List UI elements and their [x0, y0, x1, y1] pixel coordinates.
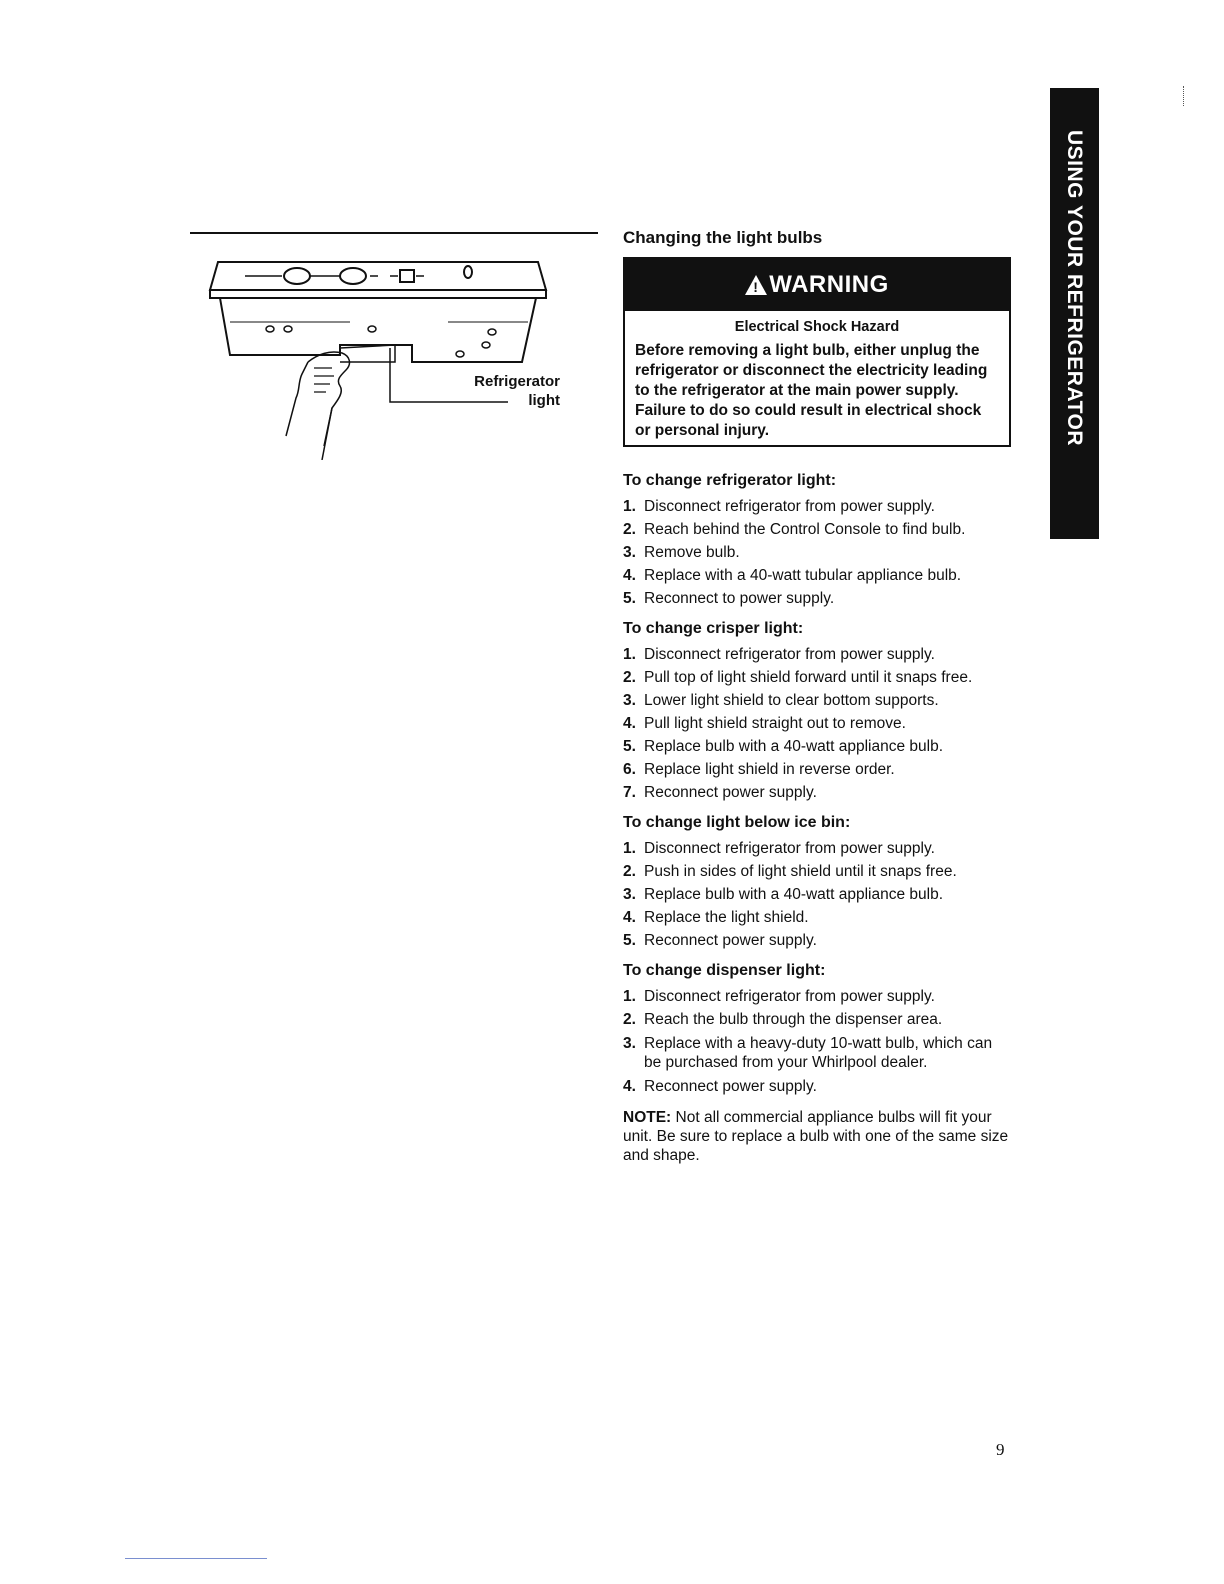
ice-bin-light-heading: To change light below ice bin: [623, 814, 851, 831]
list-item [623, 929, 1013, 952]
step-text: Reconnect to power supply. [644, 590, 835, 607]
note-text: Not all commercial appliance bulbs will fit your unit. Be sure to replace a bulb with one of the same size and shape. [623, 1109, 1009, 1164]
step-text: Disconnect refrigerator from power supply. [644, 840, 935, 857]
step-number: 4. [623, 909, 636, 926]
note-paragraph [623, 1108, 1013, 1165]
refrigerator-light-steps [623, 495, 1013, 610]
list-item [623, 643, 1013, 666]
list-item [623, 985, 1013, 1008]
list-item [623, 906, 1013, 929]
list-item [623, 541, 1013, 564]
step-number: 2. [623, 863, 636, 880]
scan-mark [1183, 86, 1185, 106]
instructions [623, 472, 1013, 1165]
list-item [623, 666, 1013, 689]
crisper-light-steps [623, 643, 1013, 804]
figure-label-line2: light [528, 392, 560, 409]
note-label: NOTE: [623, 1109, 672, 1126]
step-number: 3. [623, 692, 636, 709]
list-item [623, 564, 1013, 587]
warning-subtitle: Electrical Shock Hazard [734, 319, 900, 335]
step-number: 6. [623, 761, 636, 778]
step-text: Remove bulb. [644, 544, 740, 561]
list-item [623, 758, 1013, 781]
step-number: 1. [623, 988, 636, 1005]
refrigerator-light-heading: To change refrigerator light: [623, 472, 837, 489]
section-side-tab [1050, 88, 1099, 539]
step-text: Replace the light shield. [644, 909, 809, 926]
step-number: 1. [623, 840, 636, 857]
step-text: Replace bulb with a 40-watt appliance bulb. [644, 886, 943, 903]
step-text: Replace light shield in reverse order. [644, 761, 895, 778]
step-text: Reconnect power supply. [644, 1078, 817, 1095]
warning-box [623, 257, 1011, 447]
dispenser-light-steps [623, 985, 1013, 1098]
list-item [623, 518, 1013, 541]
list-item [623, 860, 1013, 883]
step-text: Reconnect power supply. [644, 784, 817, 801]
list-item [623, 735, 1013, 758]
step-text: Reconnect power supply. [644, 932, 817, 949]
step-text: Disconnect refrigerator from power supply. [644, 988, 935, 1005]
step-number: 7. [623, 784, 636, 801]
step-text: Lower light shield to clear bottom supports. [644, 692, 939, 709]
list-item [623, 495, 1013, 518]
section-title: Changing the light bulbs [623, 228, 823, 247]
step-text: Pull top of light shield forward until it snaps free. [644, 669, 973, 686]
step-text: Replace with a heavy-duty 10-watt bulb, which can be purchased from your Whirlpool dealer. [644, 1035, 993, 1071]
step-number: 5. [623, 590, 636, 607]
step-number: 2. [623, 1011, 636, 1028]
warning-text: Before removing a light bulb, either unplug the refrigerator or disconnect the electricity leading to the refrigerator at the main power supply. Failure to do so could result in electrical shock or personal injury. [635, 342, 988, 439]
step-text: Replace bulb with a 40-watt appliance bulb. [644, 738, 943, 755]
list-item [623, 883, 1013, 906]
step-number: 5. [623, 738, 636, 755]
step-number: 4. [623, 567, 636, 584]
step-text: Replace with a 40-watt tubular appliance bulb. [644, 567, 962, 584]
step-number: 5. [623, 932, 636, 949]
side-tab-text: USING YOUR REFRIGERATOR [1063, 129, 1086, 447]
step-number: 1. [623, 498, 636, 515]
figure-label-line1: Refrigerator [474, 373, 560, 390]
crisper-light-heading: To change crisper light: [623, 620, 804, 637]
list-item [623, 689, 1013, 712]
dispenser-light-heading: To change dispenser light: [623, 962, 826, 979]
step-number: 3. [623, 1035, 636, 1052]
bottom-rule [125, 1558, 267, 1559]
step-text: Reach behind the Control Console to find bulb. [644, 521, 966, 538]
step-number: 2. [623, 669, 636, 686]
step-number: 2. [623, 521, 636, 538]
step-text: Reach the bulb through the dispenser area. [644, 1011, 943, 1028]
list-item [623, 1008, 1013, 1031]
step-number: 4. [623, 715, 636, 732]
list-item [623, 1075, 1013, 1098]
list-item [623, 781, 1013, 804]
warning-heading: WARNING [769, 271, 889, 298]
step-number: 3. [623, 886, 636, 903]
step-number: 1. [623, 646, 636, 663]
step-number: 3. [623, 544, 636, 561]
list-item [623, 712, 1013, 735]
step-text: Disconnect refrigerator from power supply. [644, 646, 935, 663]
list-item [623, 1034, 1013, 1072]
page-number: 9 [996, 1440, 1005, 1459]
ice-bin-light-steps [623, 837, 1013, 952]
list-item [623, 587, 1013, 610]
warning-triangle-icon [745, 275, 767, 295]
step-text: Pull light shield straight out to remove. [644, 715, 906, 732]
step-number: 4. [623, 1078, 636, 1095]
step-text: Disconnect refrigerator from power supply. [644, 498, 935, 515]
top-rule [190, 232, 598, 234]
warning-header [625, 259, 1009, 311]
list-item [623, 837, 1013, 860]
figure-callout-label [432, 372, 560, 410]
step-text: Push in sides of light shield until it snaps free. [644, 863, 957, 880]
refrigerator-light-illustration [190, 250, 590, 460]
